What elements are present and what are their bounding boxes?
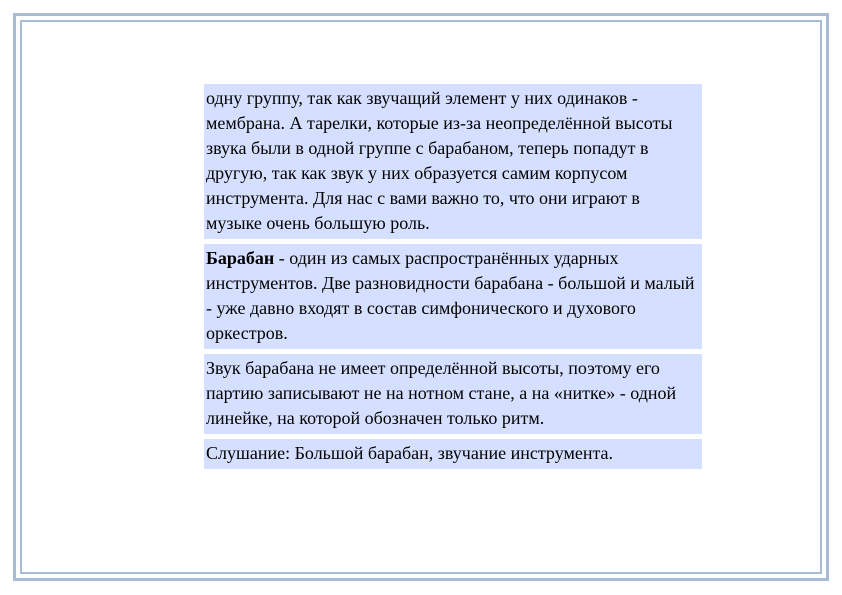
paragraph-text: Звук барабана не имеет определённой высоты, поэтому его партию записывают не на нотном стане, а на «нитке» - одной линейке, на которой обозначен только ритм. [206, 358, 677, 428]
paragraph-text: - один из самых распространённых ударных инструментов. Две разновидности барабана - большой и малый - уже давно входят в состав симфонического и духового оркестров. [206, 248, 695, 343]
paragraph-drum-definition [204, 244, 702, 349]
paragraph-listening [204, 439, 702, 469]
paragraph-text: одну группу, так как звучащий элемент у них одинаков - мембрана. А тарелки, которые из-за неопределённой высоты звука были в одной группе с барабаном, теперь попадут в другую, так как звук у них образуется самим корпусом инструмента. Для нас с вами важно то, что они играют в музыке очень большую роль. [206, 88, 673, 233]
paragraph-text: Слушание: Большой барабан, звучание инструмента. [206, 443, 614, 463]
paragraph-membrane [204, 84, 702, 239]
paragraph-drum-notation [204, 354, 702, 434]
text-content [204, 84, 702, 469]
term-drum: Барабан [206, 248, 275, 268]
